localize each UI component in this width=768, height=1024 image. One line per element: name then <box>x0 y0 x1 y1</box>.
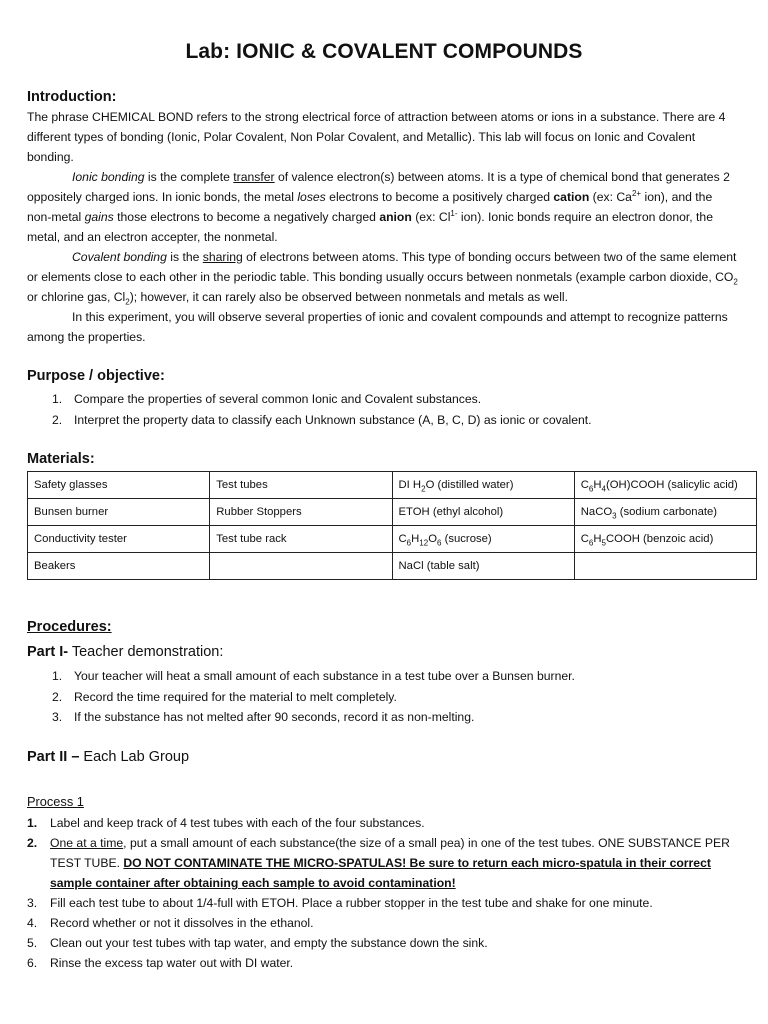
table-cell: ETOH (ethyl alcohol) <box>392 499 574 526</box>
table-cell: Conductivity tester <box>28 526 210 553</box>
list-item: 5. Clean out your test tubes with tap water, and empty the substance down the sink. <box>27 936 488 950</box>
process-1-heading: Process 1 <box>27 794 84 809</box>
list-item: 2. Record the time required for the material to melt completely. <box>52 689 397 704</box>
document-title: Lab: IONIC & COVALENT COMPOUNDS <box>185 40 583 63</box>
intro-paragraph-experiment: In this experiment, you will observe several properties of ionic and covalent compounds and attempt to recognize patterns among the properties. <box>27 310 728 344</box>
intro-paragraph-1: The phrase CHEMICAL BOND refers to the strong electrical force of attraction between atoms or ions in a substance. There are 4 different types of bonding (Ionic, Polar Covalent, Non Polar Covalent, and Metallic). This lab will focus on Ionic and Covalent bonding. <box>27 110 726 164</box>
list-item: 6. Rinse the excess tap water out with DI water. <box>27 956 294 970</box>
part-1-heading: Part I- Teacher demonstration: <box>27 644 224 660</box>
introduction-body <box>27 107 739 347</box>
part-1-list <box>27 666 739 728</box>
list-item: 2. Interpret the property data to classify each Unknown substance (A, B, C, D) as ionic or covalent. <box>52 412 592 427</box>
part-2-heading: Part II – Each Lab Group <box>27 749 190 765</box>
list-item: 1. Compare the properties of several common Ionic and Covalent substances. <box>52 392 482 406</box>
table-row <box>28 553 757 580</box>
list-item: 3. If the substance has not melted after 90 seconds, record it as non-melting. <box>52 710 475 724</box>
table-cell <box>210 553 392 580</box>
purpose-list <box>27 389 739 430</box>
table-cell: Test tubes <box>210 472 392 499</box>
table-cell: Safety glasses <box>28 472 210 499</box>
procedures-heading: Procedures: <box>27 619 112 635</box>
introduction-heading: Introduction: <box>27 89 117 105</box>
table-cell: DI $H_2O$ (distilled water) <box>392 472 574 499</box>
table-row <box>28 472 757 499</box>
table-cell <box>574 553 756 580</box>
list-item: 2. One at a time, put a small amount of each substance(the size of a small pea) in one of the test tubes. ONE SUBSTANCE PER TEST TUBE. DO NOT CONTAMINATE THE MICRO-SPATULAS! Be sure to return each micro-spatula in their correct sample container after obtaining each sample to avoid contamination! <box>27 836 730 890</box>
table-cell: Beakers <box>28 553 210 580</box>
table-cell: Rubber Stoppers <box>210 499 392 526</box>
table-cell: $C_6H_5COOH$ (benzoic acid) <box>574 526 756 553</box>
materials-table <box>27 471 757 580</box>
table-cell: $C_6H_{12}O_6$ (sucrose) <box>392 526 574 553</box>
intro-paragraph-covalent: Covalent bonding is the sharing of electrons between atoms. This type of bonding occurs between two of the same element or elements close to each other in the periodic table. This bonding usually occurs between nonmetals (example carbon dioxide, $CO_2$ or chlorine gas, $Cl_2$); however, it can rarely also be observed between nonmetals and metals as well. <box>27 250 738 307</box>
process-1-list <box>27 813 732 973</box>
table-cell: Bunsen burner <box>28 499 210 526</box>
table-row <box>28 526 757 553</box>
table-cell: NaCO$_3$ (sodium carbonate) <box>574 499 756 526</box>
list-item: 1. Your teacher will heat a small amount of each substance in a test tube over a Bunsen burner. <box>52 669 575 683</box>
intro-paragraph-ionic: Ionic bonding is the complete transfer of valence electron(s) between atoms. It is a type of chemical bond that generates 2 oppositely charged ions. In ionic bonds, the metal loses electrons to become a positively charged cation (ex: $Ca^{2+}$ ion), and the non-metal gains those electrons to become a negatively charged anion (ex: $Cl^{1-}$ ion). Ionic bonds require an electron donor, the metal, and an electron accepter, the nonmetal. <box>27 170 730 244</box>
list-item: 1. Label and keep track of 4 test tubes with each of the four substances. <box>27 816 425 830</box>
purpose-heading: Purpose / objective: <box>27 368 165 384</box>
materials-heading: Materials: <box>27 451 95 467</box>
list-item: 4. Record whether or not it dissolves in the ethanol. <box>27 916 314 930</box>
table-cell: $C_6H_4(OH)COOH$ (salicylic acid) <box>574 472 756 499</box>
table-cell: Test tube rack <box>210 526 392 553</box>
table-row <box>28 499 757 526</box>
table-cell: NaCl (table salt) <box>392 553 574 580</box>
list-item: 3. Fill each test tube to about 1/4-full with ETOH. Place a rubber stopper in the test tube and shake for one minute. <box>27 896 653 910</box>
